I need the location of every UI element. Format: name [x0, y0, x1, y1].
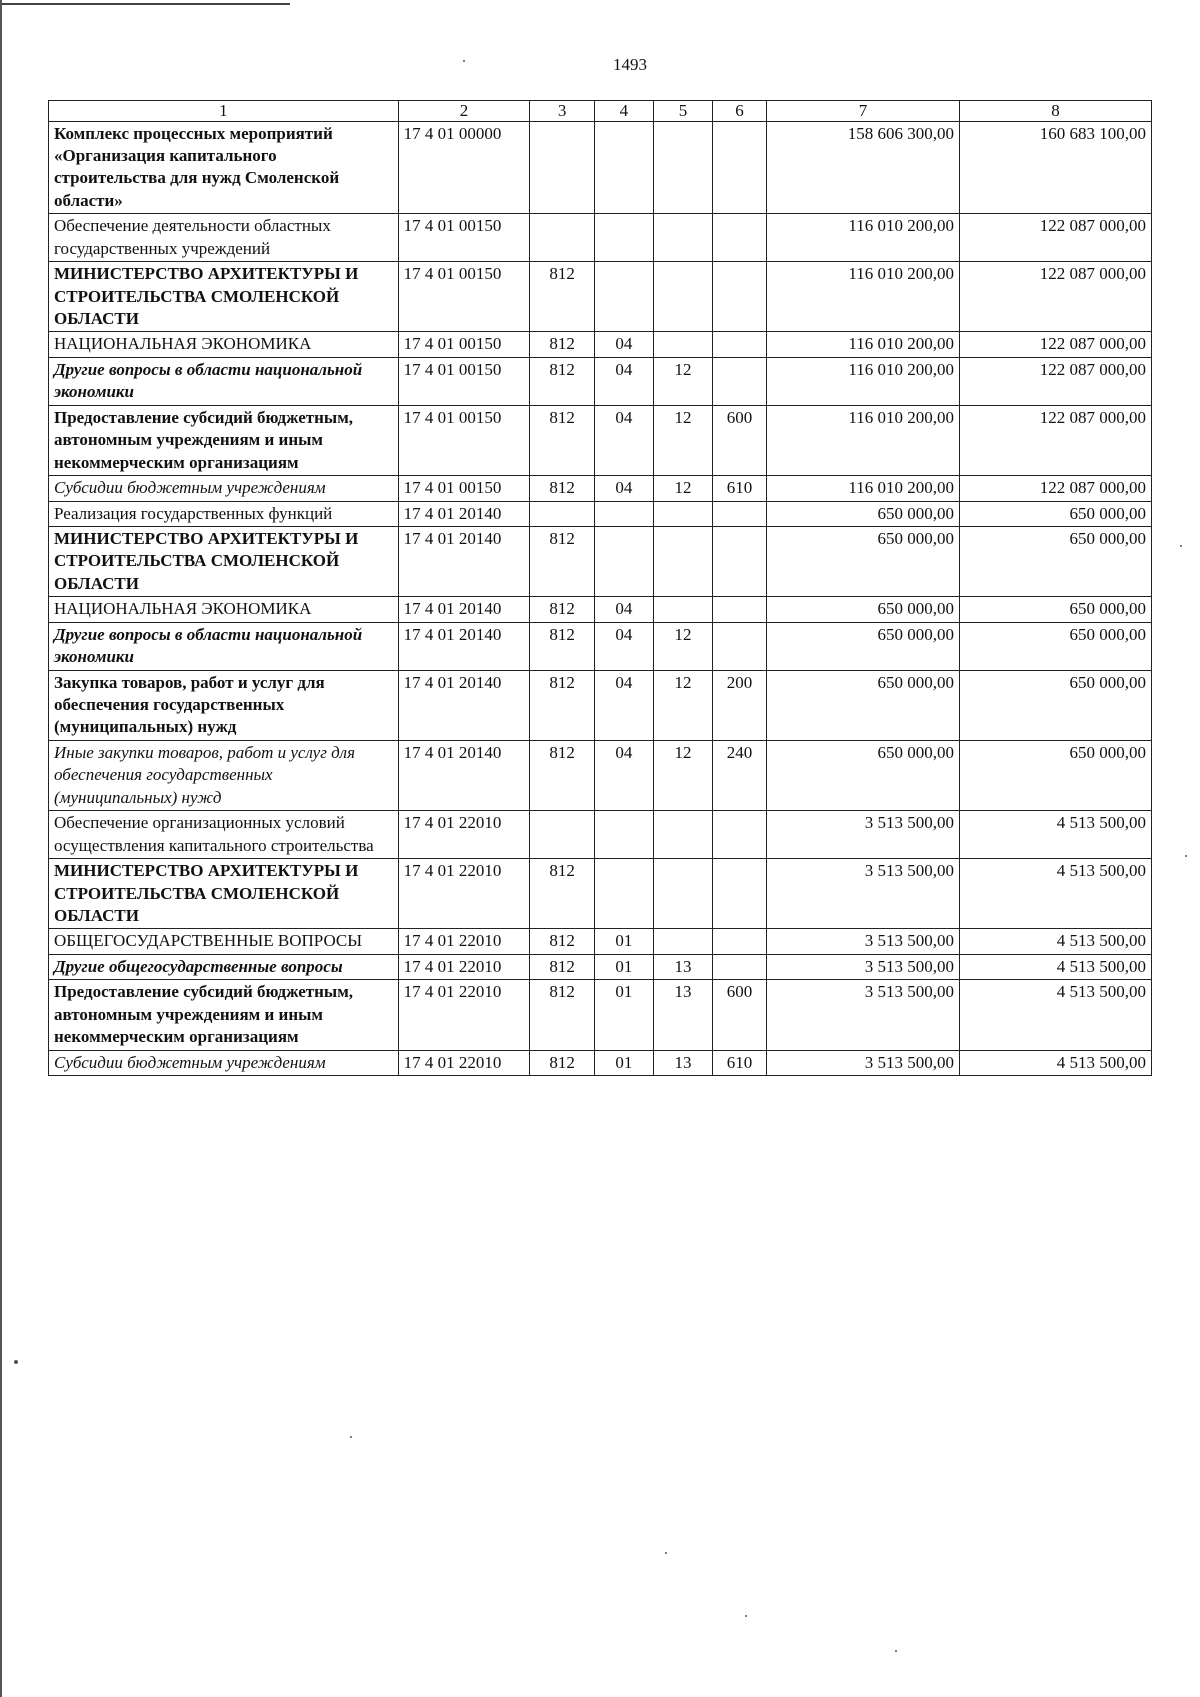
subsection-code-cell: 12	[653, 670, 712, 740]
target-article-code-cell: 17 4 01 20140	[398, 526, 530, 596]
target-article-code-cell: 17 4 01 22010	[398, 954, 530, 979]
amount-year2-cell: 650 000,00	[959, 622, 1151, 670]
section-code-cell: 01	[594, 1050, 653, 1075]
subsection-code-cell	[653, 214, 712, 262]
subsection-code-cell	[653, 597, 712, 622]
amount-year2-cell: 160 683 100,00	[959, 121, 1151, 214]
target-article-code-cell: 17 4 01 00000	[398, 121, 530, 214]
amount-year1-cell: 158 606 300,00	[767, 121, 960, 214]
scan-edge-left	[0, 0, 2, 1697]
amount-year1-cell: 3 513 500,00	[767, 929, 960, 954]
amount-year1-cell: 116 010 200,00	[767, 262, 960, 332]
section-code-cell: 04	[594, 670, 653, 740]
target-article-code-cell: 17 4 01 20140	[398, 597, 530, 622]
amount-year1-cell: 650 000,00	[767, 526, 960, 596]
item-name-cell: Комплекс процессных мероприятий «Организация капитального строительства для нужд Смоленской области»	[49, 121, 399, 214]
target-article-code-cell: 17 4 01 20140	[398, 501, 530, 526]
subsection-code-cell: 13	[653, 954, 712, 979]
subsection-code-cell	[653, 929, 712, 954]
scan-speck	[1180, 545, 1182, 547]
amount-year1-cell: 3 513 500,00	[767, 811, 960, 859]
item-name-cell: Другие вопросы в области национальной экономики	[49, 357, 399, 405]
department-code-cell: 812	[530, 929, 594, 954]
section-code-cell: 04	[594, 405, 653, 475]
section-code-cell: 04	[594, 622, 653, 670]
expense-type-code-cell	[713, 622, 767, 670]
item-name-cell: МИНИСТЕРСТВО АРХИТЕКТУРЫ И СТРОИТЕЛЬСТВА СМОЛЕНСКОЙ ОБЛАСТИ	[49, 262, 399, 332]
department-code-cell: 812	[530, 597, 594, 622]
expense-type-code-cell	[713, 954, 767, 979]
department-code-cell: 812	[530, 980, 594, 1050]
department-code-cell: 812	[530, 526, 594, 596]
amount-year1-cell: 3 513 500,00	[767, 859, 960, 929]
table-row	[49, 740, 1152, 810]
column-number-row	[49, 101, 1152, 122]
section-code-cell	[594, 214, 653, 262]
department-code-cell	[530, 501, 594, 526]
subsection-code-cell	[653, 262, 712, 332]
section-code-cell: 01	[594, 954, 653, 979]
department-code-cell: 812	[530, 332, 594, 357]
column-number: 2	[398, 101, 530, 122]
table-row	[49, 670, 1152, 740]
amount-year2-cell: 650 000,00	[959, 597, 1151, 622]
department-code-cell: 812	[530, 405, 594, 475]
department-code-cell: 812	[530, 622, 594, 670]
item-name-cell: Другие общегосударственные вопросы	[49, 954, 399, 979]
item-name-cell: Обеспечение организационных условий осуществления капитального строительства	[49, 811, 399, 859]
page-number: 1493	[613, 55, 647, 74]
amount-year2-cell: 650 000,00	[959, 740, 1151, 810]
amount-year2-cell: 650 000,00	[959, 526, 1151, 596]
column-number: 4	[594, 101, 653, 122]
target-article-code-cell: 17 4 01 22010	[398, 1050, 530, 1075]
subsection-code-cell: 12	[653, 357, 712, 405]
amount-year2-cell: 122 087 000,00	[959, 357, 1151, 405]
item-name-cell: Субсидии бюджетным учреждениям	[49, 476, 399, 501]
subsection-code-cell	[653, 501, 712, 526]
department-code-cell: 812	[530, 357, 594, 405]
amount-year2-cell: 122 087 000,00	[959, 476, 1151, 501]
department-code-cell: 812	[530, 859, 594, 929]
amount-year2-cell: 122 087 000,00	[959, 262, 1151, 332]
target-article-code-cell: 17 4 01 20140	[398, 740, 530, 810]
department-code-cell: 812	[530, 954, 594, 979]
section-code-cell: 04	[594, 740, 653, 810]
amount-year2-cell: 4 513 500,00	[959, 980, 1151, 1050]
expense-type-code-cell	[713, 357, 767, 405]
expense-type-code-cell	[713, 597, 767, 622]
item-name-cell: Другие вопросы в области национальной экономики	[49, 622, 399, 670]
section-code-cell	[594, 501, 653, 526]
amount-year2-cell: 4 513 500,00	[959, 811, 1151, 859]
column-number: 3	[530, 101, 594, 122]
target-article-code-cell: 17 4 01 00150	[398, 357, 530, 405]
target-article-code-cell: 17 4 01 00150	[398, 405, 530, 475]
amount-year1-cell: 650 000,00	[767, 670, 960, 740]
amount-year2-cell: 650 000,00	[959, 501, 1151, 526]
column-number: 5	[653, 101, 712, 122]
amount-year2-cell: 4 513 500,00	[959, 1050, 1151, 1075]
table-row	[49, 405, 1152, 475]
subsection-code-cell	[653, 811, 712, 859]
table-row	[49, 357, 1152, 405]
department-code-cell	[530, 214, 594, 262]
expense-type-code-cell	[713, 526, 767, 596]
department-code-cell: 812	[530, 740, 594, 810]
scan-speck	[14, 1360, 18, 1364]
table-row	[49, 332, 1152, 357]
scan-speck	[1185, 855, 1187, 857]
expense-type-code-cell: 610	[713, 1050, 767, 1075]
table-row	[49, 859, 1152, 929]
expense-type-code-cell: 600	[713, 980, 767, 1050]
amount-year1-cell: 3 513 500,00	[767, 954, 960, 979]
department-code-cell	[530, 811, 594, 859]
column-number: 1	[49, 101, 399, 122]
table-row	[49, 214, 1152, 262]
item-name-cell: Иные закупки товаров, работ и услуг для обеспечения государственных (муниципальных) нужд	[49, 740, 399, 810]
item-name-cell: НАЦИОНАЛЬНАЯ ЭКОНОМИКА	[49, 332, 399, 357]
amount-year1-cell: 116 010 200,00	[767, 214, 960, 262]
section-code-cell	[594, 859, 653, 929]
section-code-cell: 04	[594, 476, 653, 501]
target-article-code-cell: 17 4 01 20140	[398, 670, 530, 740]
target-article-code-cell: 17 4 01 00150	[398, 262, 530, 332]
amount-year2-cell: 122 087 000,00	[959, 214, 1151, 262]
amount-year2-cell: 650 000,00	[959, 670, 1151, 740]
table-row	[49, 262, 1152, 332]
expense-type-code-cell	[713, 929, 767, 954]
subsection-code-cell	[653, 859, 712, 929]
amount-year1-cell: 3 513 500,00	[767, 980, 960, 1050]
department-code-cell: 812	[530, 262, 594, 332]
expense-type-code-cell	[713, 501, 767, 526]
amount-year1-cell: 650 000,00	[767, 740, 960, 810]
section-code-cell: 04	[594, 357, 653, 405]
scan-speck	[745, 1615, 747, 1617]
subsection-code-cell	[653, 332, 712, 357]
target-article-code-cell: 17 4 01 22010	[398, 980, 530, 1050]
table-row	[49, 526, 1152, 596]
expense-type-code-cell	[713, 859, 767, 929]
item-name-cell: Предоставление субсидий бюджетным, автономным учреждениям и иным некоммерческим организациям	[49, 405, 399, 475]
amount-year2-cell: 4 513 500,00	[959, 954, 1151, 979]
section-code-cell: 04	[594, 597, 653, 622]
column-number: 7	[767, 101, 960, 122]
column-number: 8	[959, 101, 1151, 122]
item-name-cell: Обеспечение деятельности областных государственных учреждений	[49, 214, 399, 262]
amount-year1-cell: 650 000,00	[767, 622, 960, 670]
subsection-code-cell: 12	[653, 740, 712, 810]
table-row	[49, 121, 1152, 214]
section-code-cell	[594, 121, 653, 214]
target-article-code-cell: 17 4 01 20140	[398, 622, 530, 670]
table-row	[49, 597, 1152, 622]
item-name-cell: Закупка товаров, работ и услуг для обеспечения государственных (муниципальных) нужд	[49, 670, 399, 740]
amount-year1-cell: 3 513 500,00	[767, 1050, 960, 1075]
table-row	[49, 501, 1152, 526]
target-article-code-cell: 17 4 01 22010	[398, 929, 530, 954]
item-name-cell: НАЦИОНАЛЬНАЯ ЭКОНОМИКА	[49, 597, 399, 622]
expense-type-code-cell	[713, 332, 767, 357]
section-code-cell	[594, 262, 653, 332]
budget-table	[48, 100, 1152, 1076]
department-code-cell: 812	[530, 1050, 594, 1075]
expense-type-code-cell: 610	[713, 476, 767, 501]
table-row	[49, 954, 1152, 979]
amount-year1-cell: 116 010 200,00	[767, 405, 960, 475]
table-row	[49, 929, 1152, 954]
amount-year1-cell: 116 010 200,00	[767, 357, 960, 405]
target-article-code-cell: 17 4 01 22010	[398, 811, 530, 859]
table-row	[49, 1050, 1152, 1075]
expense-type-code-cell	[713, 214, 767, 262]
section-code-cell: 01	[594, 929, 653, 954]
scan-speck	[350, 1436, 352, 1438]
subsection-code-cell	[653, 121, 712, 214]
subsection-code-cell: 13	[653, 980, 712, 1050]
item-name-cell: Реализация государственных функций	[49, 501, 399, 526]
expense-type-code-cell	[713, 262, 767, 332]
expense-type-code-cell: 200	[713, 670, 767, 740]
target-article-code-cell: 17 4 01 00150	[398, 332, 530, 357]
amount-year2-cell: 4 513 500,00	[959, 929, 1151, 954]
amount-year1-cell: 116 010 200,00	[767, 476, 960, 501]
amount-year2-cell: 4 513 500,00	[959, 859, 1151, 929]
target-article-code-cell: 17 4 01 22010	[398, 859, 530, 929]
subsection-code-cell: 13	[653, 1050, 712, 1075]
column-number: 6	[713, 101, 767, 122]
department-code-cell	[530, 121, 594, 214]
expense-type-code-cell	[713, 121, 767, 214]
scan-speck	[895, 1650, 897, 1652]
target-article-code-cell: 17 4 01 00150	[398, 476, 530, 501]
subsection-code-cell: 12	[653, 622, 712, 670]
scan-speck	[463, 60, 465, 62]
amount-year2-cell: 122 087 000,00	[959, 405, 1151, 475]
expense-type-code-cell: 600	[713, 405, 767, 475]
table-row	[49, 622, 1152, 670]
table-row	[49, 980, 1152, 1050]
expense-type-code-cell: 240	[713, 740, 767, 810]
subsection-code-cell	[653, 526, 712, 596]
amount-year1-cell: 650 000,00	[767, 501, 960, 526]
expense-type-code-cell	[713, 811, 767, 859]
section-code-cell: 04	[594, 332, 653, 357]
section-code-cell: 01	[594, 980, 653, 1050]
subsection-code-cell: 12	[653, 405, 712, 475]
item-name-cell: Субсидии бюджетным учреждениям	[49, 1050, 399, 1075]
item-name-cell: МИНИСТЕРСТВО АРХИТЕКТУРЫ И СТРОИТЕЛЬСТВА СМОЛЕНСКОЙ ОБЛАСТИ	[49, 859, 399, 929]
table-row	[49, 811, 1152, 859]
department-code-cell: 812	[530, 476, 594, 501]
amount-year2-cell: 122 087 000,00	[959, 332, 1151, 357]
item-name-cell: ОБЩЕГОСУДАРСТВЕННЫЕ ВОПРОСЫ	[49, 929, 399, 954]
scan-edge-top	[0, 0, 290, 5]
scan-speck	[665, 1552, 667, 1554]
target-article-code-cell: 17 4 01 00150	[398, 214, 530, 262]
subsection-code-cell: 12	[653, 476, 712, 501]
item-name-cell: МИНИСТЕРСТВО АРХИТЕКТУРЫ И СТРОИТЕЛЬСТВА СМОЛЕНСКОЙ ОБЛАСТИ	[49, 526, 399, 596]
section-code-cell	[594, 526, 653, 596]
department-code-cell: 812	[530, 670, 594, 740]
amount-year1-cell: 650 000,00	[767, 597, 960, 622]
amount-year1-cell: 116 010 200,00	[767, 332, 960, 357]
section-code-cell	[594, 811, 653, 859]
item-name-cell: Предоставление субсидий бюджетным, автономным учреждениям и иным некоммерческим организациям	[49, 980, 399, 1050]
table-row	[49, 476, 1152, 501]
